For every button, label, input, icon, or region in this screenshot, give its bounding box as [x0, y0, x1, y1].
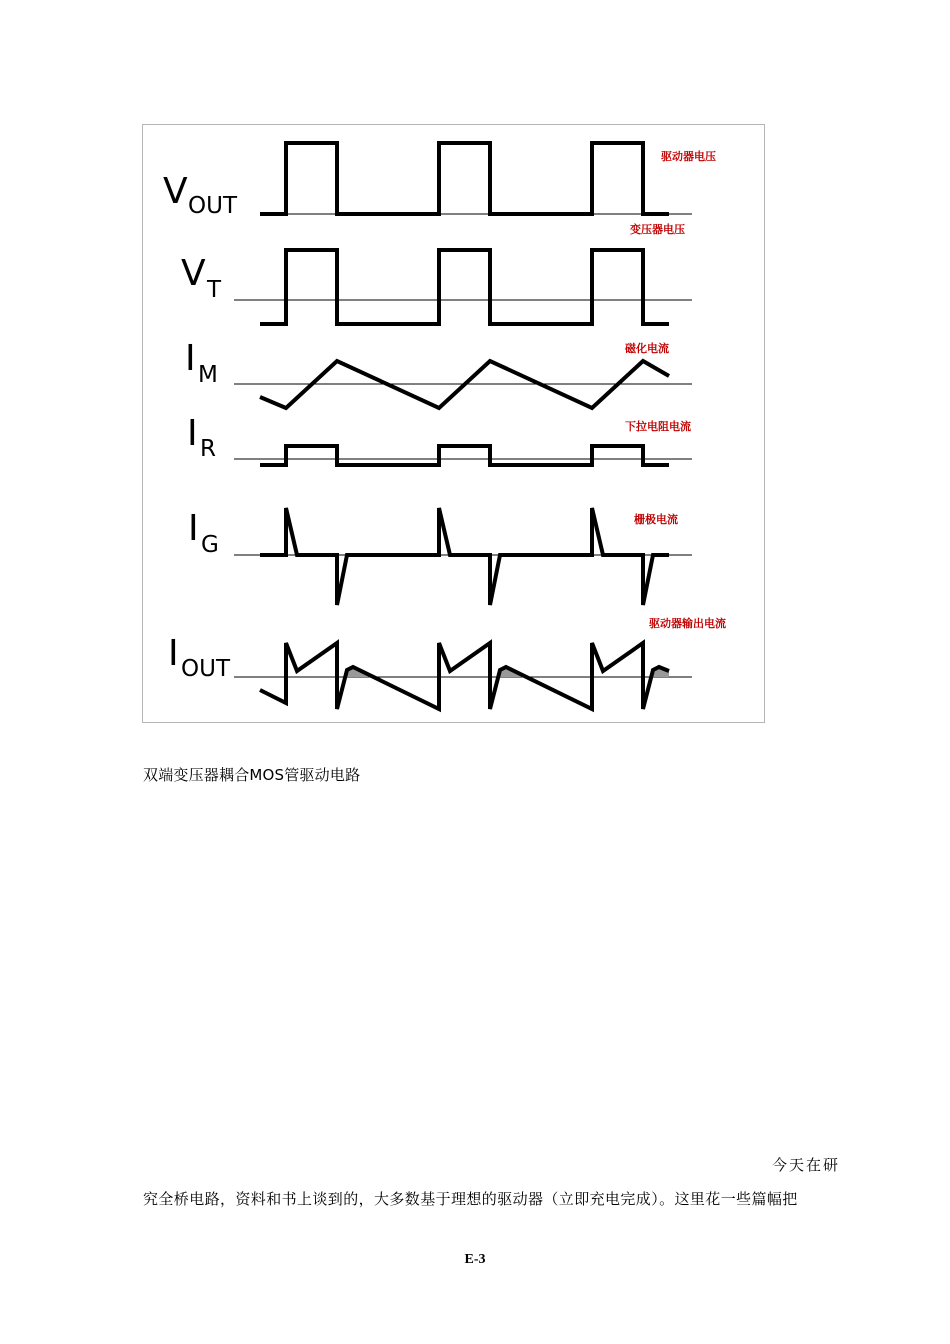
vout-waveform: [260, 143, 669, 214]
paragraph-line-2: 究全桥电路，资料和书上谈到的，大多数基于理想的驱动器（立即充电完成）。这里花一些篇幅把: [143, 1190, 798, 1208]
svg-text:I: I: [188, 508, 199, 549]
note-magnetizing-current: 磁化电流: [625, 342, 669, 355]
note-transformer-voltage: 变压器电压: [630, 223, 685, 236]
page-number: E-3: [464, 1252, 486, 1267]
svg-text:I: I: [168, 633, 179, 674]
svg-text:V: V: [163, 171, 188, 212]
vt-waveform: [260, 250, 669, 324]
signal-label-im: [185, 338, 218, 388]
note-driver-voltage: 驱动器电压: [661, 150, 716, 163]
paragraph-line-1: 今天在研: [771, 1156, 840, 1174]
svg-text:V: V: [181, 253, 206, 294]
svg-text:M: M: [198, 362, 218, 388]
svg-text:I: I: [187, 413, 198, 454]
svg-text:R: R: [200, 436, 216, 462]
ir-waveform: [260, 446, 669, 465]
svg-text:OUT: OUT: [188, 193, 237, 219]
figure-caption: 双端变压器耦合MOS管驱动电路: [143, 766, 361, 784]
signal-label-vout: [163, 171, 238, 219]
svg-text:G: G: [201, 532, 219, 558]
signal-label-iout: [168, 633, 231, 682]
note-driver-output-current: 驱动器输出电流: [649, 617, 726, 630]
svg-text:T: T: [207, 277, 222, 303]
waveform-diagram: [143, 125, 766, 724]
signal-label-ir: [187, 413, 216, 462]
note-gate-current: 栅极电流: [634, 513, 678, 526]
ig-waveform: [260, 508, 669, 605]
note-pulldown-resistor-current: 下拉电阻电流: [625, 420, 691, 433]
svg-text:I: I: [185, 338, 196, 379]
iout-waveform: [260, 643, 669, 709]
signal-label-ig: [188, 508, 219, 558]
signal-label-vt: [181, 253, 222, 303]
waveform-figure: [142, 124, 765, 723]
svg-text:OUT: OUT: [181, 656, 230, 682]
